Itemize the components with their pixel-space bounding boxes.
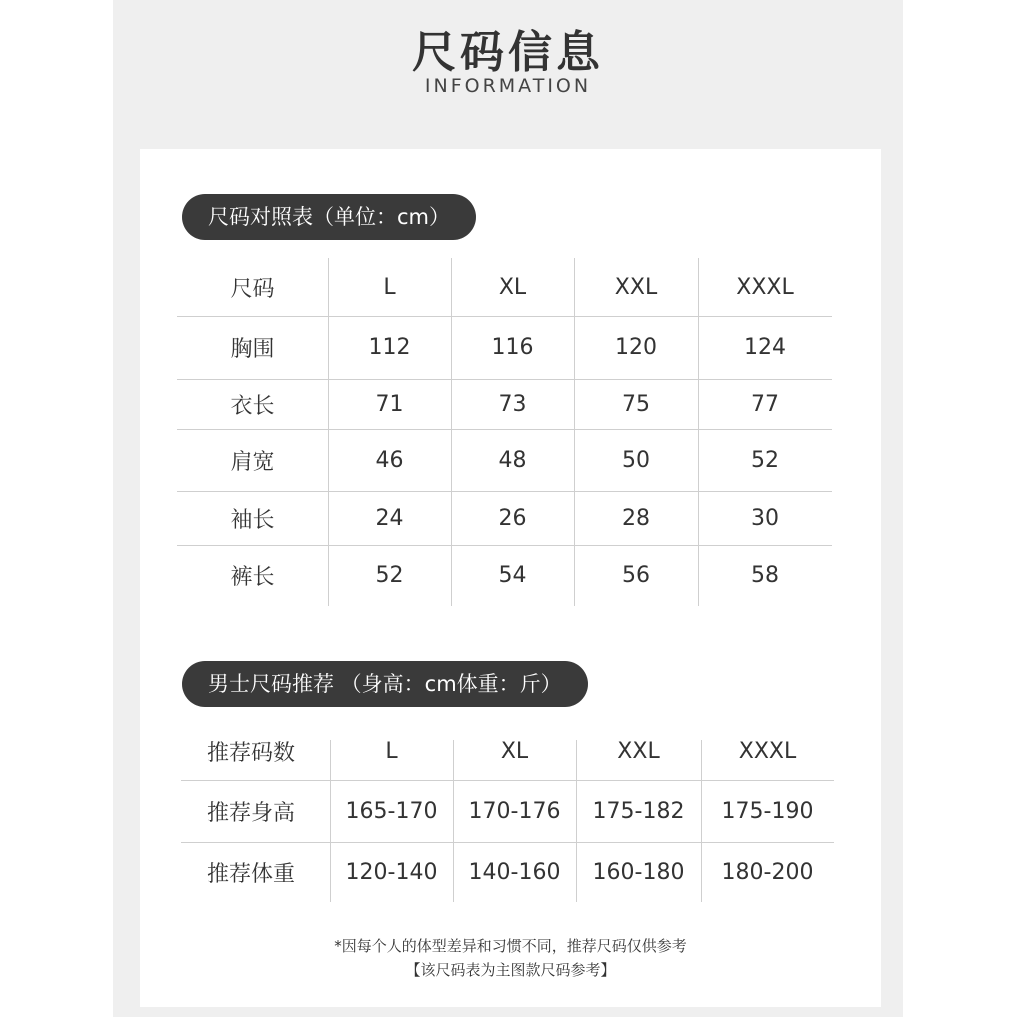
table-row [177, 545, 832, 606]
table-header-cell: XL [498, 274, 527, 300]
page-title: 尺码信息 [412, 27, 604, 78]
table-row [181, 842, 834, 902]
table-row-label: 裤长 [230, 565, 275, 590]
reference-note: 【该尺码表为主图款尺码参考】 [405, 961, 616, 979]
table-cell: 112 [368, 335, 411, 360]
table-header-cell: XL [500, 738, 529, 764]
table-header-cell: 尺码 [230, 276, 275, 302]
table-cell: 120-140 [345, 859, 438, 885]
table-header-cell: XXL [614, 274, 658, 300]
table-cell: 52 [375, 563, 404, 588]
table-row-label: 肩宽 [230, 449, 275, 475]
table-cell: 28 [622, 505, 650, 531]
recommend-table-title: 男士尺码推荐 （身高：cm体重：斤） [182, 661, 588, 707]
size-table-title: 尺码对照表（单位：cm） [182, 194, 476, 240]
page-subtitle: INFORMATION [424, 75, 592, 97]
table-row [177, 491, 832, 545]
table-cell: 175-182 [592, 798, 685, 824]
table-cell: 116 [491, 335, 534, 360]
table-cell: 58 [751, 563, 779, 588]
table-row-label: 袖长 [230, 507, 275, 533]
table-cell: 71 [375, 391, 404, 417]
table-row-label: 推荐体重 [207, 861, 296, 887]
table-cell: 54 [498, 563, 527, 588]
table-header-cell: L [383, 274, 396, 300]
table-cell: 73 [498, 391, 527, 417]
table-cell: 170-176 [468, 798, 561, 824]
disclaimer-note: *因每个人的体型差异和习惯不同，推荐尺码仅供参考 [334, 937, 687, 955]
table-header-cell: XXXL [736, 274, 794, 300]
table-row-label: 推荐身高 [207, 800, 296, 826]
table-cell: 50 [622, 447, 650, 473]
table-cell: 30 [751, 505, 779, 531]
size-table [177, 258, 832, 606]
table-cell: 124 [744, 335, 786, 360]
table-header-cell: L [385, 738, 398, 764]
table-cell: 160-180 [592, 859, 685, 885]
table-cell: 165-170 [345, 798, 438, 824]
table-cell: 52 [751, 447, 779, 473]
table-row [177, 316, 832, 379]
table-header-cell: XXXL [738, 738, 797, 764]
table-row [181, 780, 834, 842]
table-cell: 48 [498, 447, 527, 473]
table-header-row [181, 722, 834, 780]
table-cell: 24 [375, 505, 404, 531]
table-cell: 180-200 [721, 859, 814, 885]
table-header-cell: 推荐码数 [207, 740, 296, 766]
table-cell: 75 [622, 391, 650, 417]
table-cell: 46 [375, 447, 404, 473]
table-cell: 77 [751, 391, 779, 417]
table-cell: 175-190 [721, 798, 814, 824]
recommend-table [181, 722, 834, 902]
table-row [177, 429, 832, 491]
table-row-label: 胸围 [230, 337, 275, 362]
table-cell: 26 [498, 505, 527, 531]
table-header-cell: XXL [617, 738, 660, 764]
table-row-label: 衣长 [230, 393, 275, 419]
table-cell: 120 [615, 335, 657, 360]
table-header-row [177, 258, 832, 316]
table-cell: 140-160 [468, 859, 561, 885]
table-cell: 56 [622, 563, 650, 588]
table-row [177, 379, 832, 429]
